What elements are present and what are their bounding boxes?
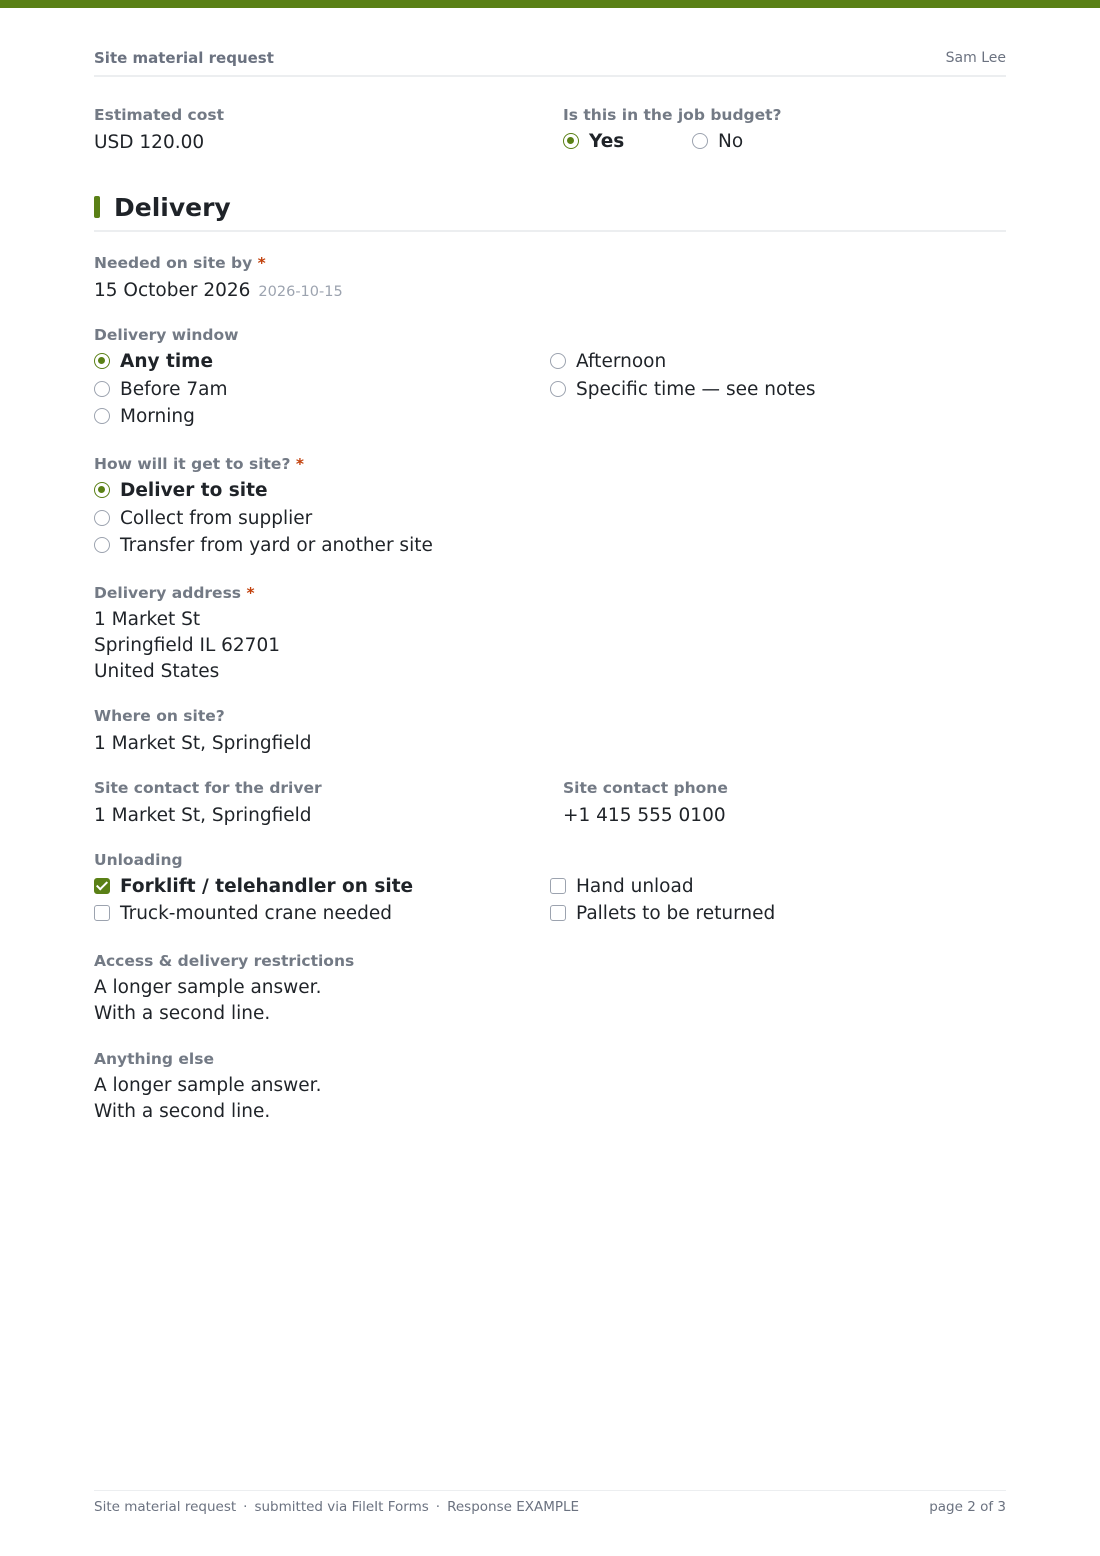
where-on-site-label: Where on site? <box>94 707 225 725</box>
top-accent-bar <box>0 0 1100 8</box>
page-number: page 2 of 3 <box>929 1499 1006 1515</box>
footer-separator: · <box>243 1499 248 1515</box>
option-label: Morning <box>120 406 195 427</box>
address-line: 1 Market St <box>94 609 201 630</box>
job-budget-option-yes[interactable] <box>563 130 624 154</box>
option-label: Before 7am <box>120 379 228 400</box>
unloading-option-pallets-returned[interactable] <box>550 902 775 926</box>
site-contact-field <box>94 778 322 829</box>
transport-option-transfer[interactable] <box>94 534 433 558</box>
access-restrictions-field <box>94 951 354 1027</box>
needed-by-label: Needed on site by * <box>94 254 266 272</box>
job-budget-field <box>563 105 782 125</box>
section-title: Delivery <box>114 193 231 222</box>
page-header <box>94 48 1006 77</box>
unloading-option-forklift[interactable] <box>94 875 413 899</box>
anything-else-value <box>94 1073 321 1125</box>
radio-unselected-icon <box>692 133 708 149</box>
unloading-label: Unloading <box>94 851 183 869</box>
option-label: Any time <box>120 351 213 372</box>
where-on-site-value: 1 Market St, Springfield <box>94 733 312 754</box>
where-on-site-field <box>94 706 312 757</box>
footer-submitted-via: submitted via FileIt Forms <box>254 1499 429 1515</box>
transport-field <box>94 454 304 474</box>
site-contact-label: Site contact for the driver <box>94 779 322 797</box>
delivery-window-label: Delivery window <box>94 326 239 344</box>
delivery-window-option-morning[interactable] <box>94 405 195 429</box>
site-phone-field <box>563 778 728 829</box>
estimated-cost-label: Estimated cost <box>94 106 225 124</box>
option-label: Pallets to be returned <box>576 903 776 924</box>
radio-selected-icon <box>94 482 110 498</box>
needed-by-value: 15 October 2026 2026-10-15 <box>94 280 343 301</box>
radio-unselected-icon <box>94 510 110 526</box>
needed-by-iso-date: 2026-10-15 <box>258 284 343 300</box>
section-header-delivery <box>94 192 1006 232</box>
delivery-window-option-specific-time[interactable] <box>550 378 816 402</box>
section-accent-bar <box>94 196 100 218</box>
access-restrictions-label: Access & delivery restrictions <box>94 952 355 970</box>
answer-line: A longer sample answer. <box>94 1075 322 1096</box>
radio-unselected-icon <box>94 381 110 397</box>
job-budget-option-no[interactable] <box>692 130 743 154</box>
job-budget-label: Is this in the job budget? <box>563 106 782 124</box>
anything-else-label: Anything else <box>94 1050 214 1068</box>
option-label: Forklift / telehandler on site <box>120 876 414 897</box>
radio-unselected-icon <box>550 381 566 397</box>
transport-label: How will it get to site? * <box>94 455 304 473</box>
estimated-cost-field <box>94 105 224 156</box>
required-marker: * <box>246 584 255 602</box>
access-restrictions-value <box>94 975 354 1027</box>
option-label: Transfer from yard or another site <box>120 535 433 556</box>
anything-else-field <box>94 1049 321 1125</box>
checkbox-unchecked-icon <box>94 905 110 921</box>
delivery-window-option-afternoon[interactable] <box>550 350 666 374</box>
respondent-name: Sam Lee <box>945 50 1006 66</box>
estimated-cost-value: USD 120.00 <box>94 132 205 153</box>
delivery-address-field <box>94 583 280 685</box>
option-label: No <box>718 131 744 152</box>
radio-selected-icon <box>563 133 579 149</box>
radio-selected-icon <box>94 353 110 369</box>
required-marker: * <box>295 455 304 473</box>
site-contact-value: 1 Market St, Springfield <box>94 805 312 826</box>
option-label: Yes <box>589 131 625 152</box>
delivery-window-option-any-time[interactable] <box>94 350 213 374</box>
answer-line: With a second line. <box>94 1003 271 1024</box>
transport-option-collect[interactable] <box>94 507 312 531</box>
option-label: Truck-mounted crane needed <box>120 903 392 924</box>
delivery-window-field <box>94 325 239 345</box>
delivery-window-option-before-7am[interactable] <box>94 378 228 402</box>
site-phone-label: Site contact phone <box>563 779 728 797</box>
delivery-address-value <box>94 607 280 685</box>
transport-option-deliver[interactable] <box>94 479 268 503</box>
answer-line: With a second line. <box>94 1101 271 1122</box>
address-line: United States <box>94 661 220 682</box>
required-marker: * <box>257 254 266 272</box>
option-label: Collect from supplier <box>120 508 313 529</box>
address-line: Springfield IL 62701 <box>94 635 280 656</box>
site-phone-value: +1 415 555 0100 <box>563 805 726 826</box>
option-label: Deliver to site <box>120 480 268 501</box>
answer-line: A longer sample answer. <box>94 977 322 998</box>
radio-unselected-icon <box>94 537 110 553</box>
footer-response-id: Response EXAMPLE <box>447 1499 580 1515</box>
option-label: Hand unload <box>576 876 694 897</box>
page-footer <box>94 1490 1006 1515</box>
option-label: Afternoon <box>576 351 667 372</box>
unloading-option-hand-unload[interactable] <box>550 875 694 899</box>
delivery-address-label: Delivery address * <box>94 584 255 602</box>
option-label: Specific time — see notes <box>576 379 816 400</box>
needed-by-field <box>94 253 343 305</box>
radio-unselected-icon <box>550 353 566 369</box>
footer-separator: · <box>435 1499 441 1515</box>
checkbox-checked-icon <box>94 878 110 894</box>
checkbox-unchecked-icon <box>550 905 566 921</box>
form-title: Site material request <box>94 49 274 67</box>
checkbox-unchecked-icon <box>550 878 566 894</box>
radio-unselected-icon <box>94 408 110 424</box>
unloading-option-crane[interactable] <box>94 902 392 926</box>
footer-form-name: Site material request <box>94 1499 237 1515</box>
unloading-field <box>94 850 183 870</box>
